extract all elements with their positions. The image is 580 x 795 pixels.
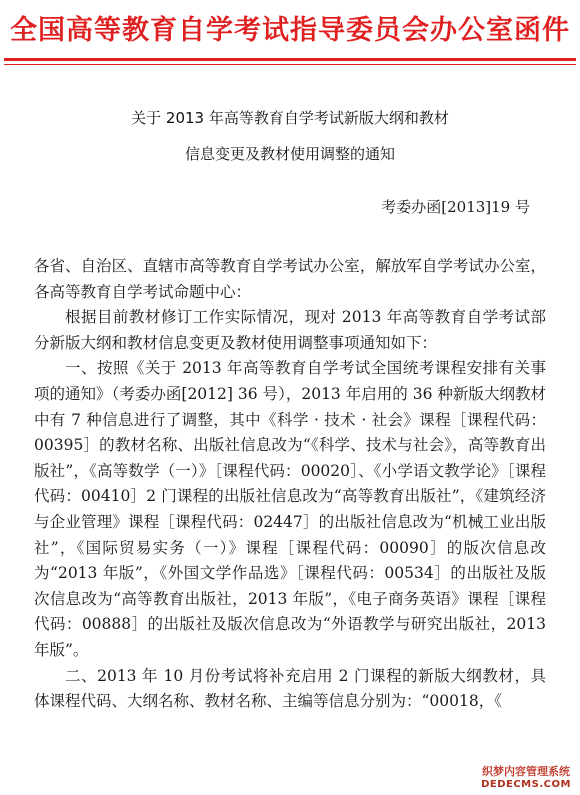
notice-title-line-2: 信息变更及教材使用调整的通知 [184,145,395,163]
letterhead-title: 全国高等教育自学考试指导委员会办公室函件 [10,15,570,46]
letterhead-rule-thick [4,58,576,61]
site-watermark [478,765,574,791]
watermark-domain: DEDECMS.COM [481,779,571,790]
notice-body [34,254,546,715]
watermark-text: 织梦内容管理系统 [482,765,570,778]
body-paragraph-intro: 根据目前教材修订工作实际情况，现对 2013 年高等教育自学考试部分新版大纲和教材信息变更及教材使用调整事项通知如下： [34,308,546,352]
addressee: 各省、自治区、直辖市高等教育自学考试办公室，解放军自学考试办公室，各高等教育自学考试命题中心： [34,257,546,301]
body-paragraph-item-1: 一、按照《关于 2013 年高等教育自学考试全国统考课程安排有关事项的通知》（考委办函[2012] 36 号），2013 年启用的 36 种新版大纲教材中有 7 种信息进行了调整，其中《科学 · 技术 · 社会》课程［课程代码：00395］的教材名称、出版社信息改为“《科学、技术与社会》，高等教育出版社”，《高等数学（一）》［课程代码：00020］、《小学语文教学论》［课程代码：00410］2 门课程的出版社信息改为“高等教育出版社”，《建筑经济与企业管理》课程［课程代码：02447］的出版社信息改为“机械工业出版社”，《国际贸易实务（一）》课程［课程代码：00090］的版次信息改为“2013 年版”，《外国文学作品选》［课程代码：00534］的出版社及版次信息改为“高等教育出版社，2013 年版”，《电子商务英语》课程［课程代码：00888］的出版社及版次信息改为“外语教学与研究出版社，2013 年版”。 [34,359,546,659]
letterhead-rule-thin [4,64,576,65]
document-number: 考委办函[2013]19 号 [381,198,530,216]
notice-title-line-1: 关于 2013 年高等教育自学考试新版大纲和教材 [131,109,449,127]
body-paragraph-item-2: 二、2013 年 10 月份考试将补充启用 2 门课程的新版大纲教材，具体课程代码、大纲名称、教材名称、主编等信息分别为：“00018，《 [34,666,546,711]
